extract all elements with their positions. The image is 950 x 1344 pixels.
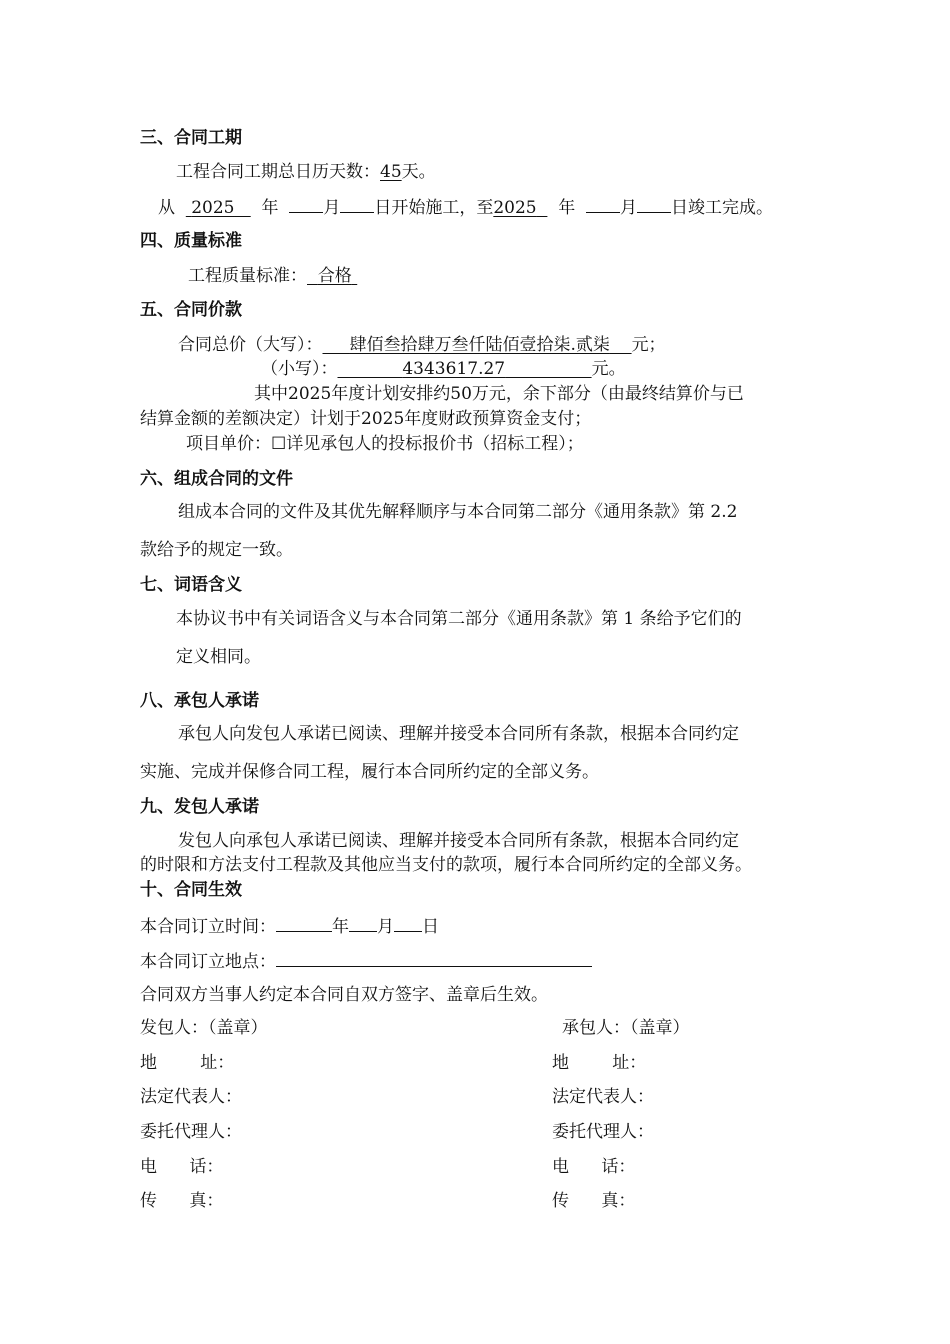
section-9-heading: 九、发包人承诺 (140, 797, 259, 817)
contractor-agent: 委托代理人： (552, 1122, 654, 1142)
sign-place-label: 本合同订立地点： (140, 952, 276, 972)
contractor-rep: 法定代表人： (552, 1087, 654, 1107)
end-year-label: 年 (558, 198, 576, 218)
sec7-line-1: 本协议书中有关词语含义与本合同第二部分《通用条款》第 1 条给予它们的 (176, 609, 742, 629)
employer-fax: 传 真： (140, 1191, 224, 1211)
end-day-blank (637, 194, 671, 213)
effect-line: 合同双方当事人约定本合同自双方签字、盖章后生效。 (140, 985, 548, 1005)
start-day-blank (340, 194, 374, 213)
start-month-label: 月 (323, 198, 341, 218)
schedule-line (158, 194, 773, 220)
section-7-heading: 七、词语含义 (140, 575, 242, 595)
sign-time-label: 本合同订立时间： (140, 917, 276, 937)
section-6-heading: 六、组成合同的文件 (140, 469, 293, 489)
price-small-unit: 元。 (591, 359, 626, 379)
section-10-heading: 十、合同生效 (140, 880, 242, 900)
start-day-text: 日开始施工，至 (374, 198, 494, 218)
price-small-label: （小写）： (261, 359, 338, 379)
plan-line-2: 结算金额的差额决定）计划于2025年度财政预算资金支付； (140, 409, 592, 429)
end-month-blank (586, 194, 620, 213)
sec9-line-1: 发包人向承包人承诺已阅读、理解并接受本合同所有条款，根据本合同约定 (178, 831, 739, 851)
quality-line (188, 264, 357, 288)
sign-day-label: 日 (422, 917, 439, 937)
start-year: 2025 (191, 198, 235, 218)
section-3-heading: 三、合同工期 (140, 128, 242, 148)
employer-rep: 法定代表人： (140, 1087, 242, 1107)
price-capital-unit: 元； (631, 335, 666, 355)
price-small-line (261, 357, 626, 381)
start-month-blank (289, 194, 323, 213)
price-capital-line (178, 333, 666, 357)
contractor-address: 地 址： (552, 1053, 647, 1073)
contractor-party: 承包人：（盖章） (562, 1018, 690, 1038)
price-capital-value: 肆佰叁拾肆万叁仟陆佰壹拾柒.贰柒 (349, 335, 610, 355)
end-day-text: 日竣工完成。 (671, 198, 774, 218)
end-month-label: 月 (620, 198, 638, 218)
duration-line (176, 160, 436, 184)
quality-label: 工程质量标准： (188, 266, 307, 286)
sign-day-blank (394, 913, 422, 932)
duration-days: 45 (380, 162, 402, 182)
duration-unit: 天。 (401, 162, 436, 182)
sec6-line-1: 组成本合同的文件及其优先解释顺序与本合同第二部分《通用条款》第 2.2 (178, 502, 738, 522)
employer-party: 发包人：（盖章） (140, 1018, 268, 1038)
section-5-heading: 五、合同价款 (140, 300, 242, 320)
sign-year-blank (276, 913, 332, 932)
end-year: 2025 (493, 198, 537, 218)
sign-month-label: 月 (377, 917, 394, 937)
start-year-label: 年 (261, 198, 279, 218)
section-4-heading: 四、质量标准 (140, 231, 242, 251)
unit-price-line: 项目单价：☐详见承包人的投标报价书（招标工程）； (186, 434, 584, 454)
sign-year-label: 年 (332, 917, 349, 937)
price-small-value: 4343617.27 (402, 359, 506, 379)
contractor-phone: 电 话： (552, 1157, 636, 1177)
sec7-line-2: 定义相同。 (176, 647, 261, 667)
sec9-line-2: 的时限和方法支付工程款及其他应当支付的款项，履行本合同所约定的全部义务。 (140, 855, 752, 875)
sign-month-blank (349, 913, 377, 932)
plan-line-1: 其中2025年度计划安排约50万元，余下部分（由最终结算价与已 (254, 384, 744, 404)
sec8-line-1: 承包人向发包人承诺已阅读、理解并接受本合同所有条款，根据本合同约定 (178, 724, 739, 744)
contractor-fax: 传 真： (552, 1191, 636, 1211)
from-label: 从 (158, 198, 175, 218)
sign-time-line (140, 913, 439, 939)
duration-label: 工程合同工期总日历天数： (176, 162, 380, 182)
employer-phone: 电 话： (140, 1157, 224, 1177)
sec6-line-2: 款给予的规定一致。 (140, 540, 293, 560)
quality-value: 合格 (317, 266, 352, 286)
sign-place-line (140, 948, 592, 974)
sign-place-blank (276, 948, 592, 967)
employer-agent: 委托代理人： (140, 1122, 242, 1142)
section-8-heading: 八、承包人承诺 (140, 691, 259, 711)
sec8-line-2: 实施、完成并保修合同工程，履行本合同所约定的全部义务。 (140, 762, 599, 782)
employer-address: 地 址： (140, 1053, 235, 1073)
price-capital-label: 合同总价（大写）： (178, 335, 323, 355)
